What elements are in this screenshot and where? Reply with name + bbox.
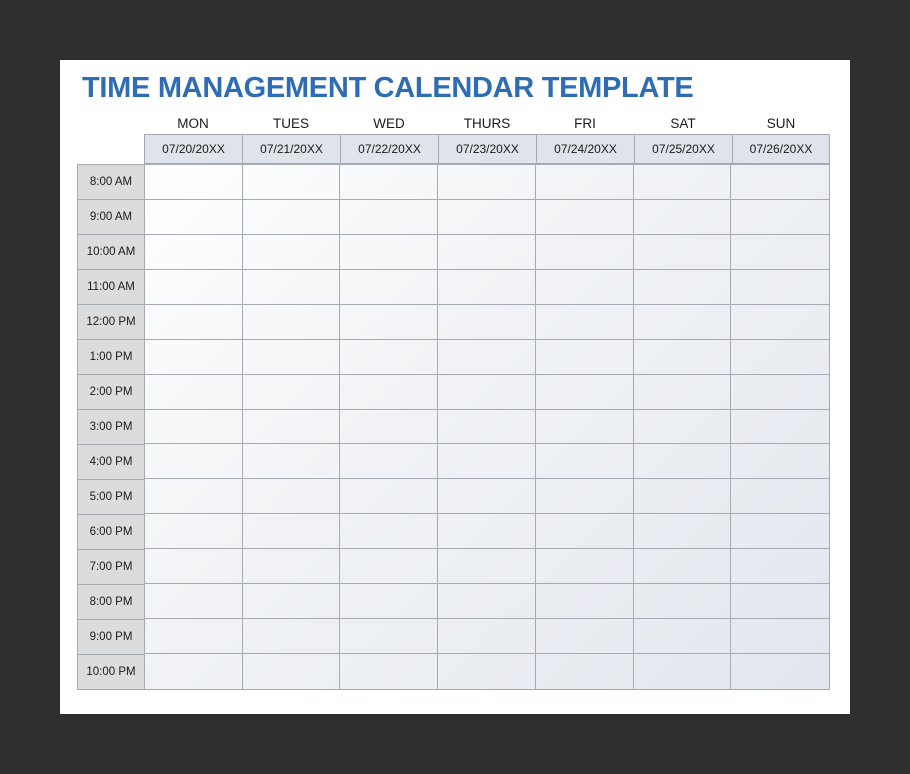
schedule-cell[interactable] bbox=[145, 514, 243, 549]
time-slot-label: 10:00 PM bbox=[86, 666, 136, 678]
schedule-cell[interactable] bbox=[243, 340, 341, 375]
schedule-cell[interactable] bbox=[731, 479, 829, 514]
schedule-cell[interactable] bbox=[243, 549, 341, 584]
schedule-cell[interactable] bbox=[243, 305, 341, 340]
schedule-cell[interactable] bbox=[634, 479, 732, 514]
schedule-cell[interactable] bbox=[438, 305, 536, 340]
schedule-cell[interactable] bbox=[340, 305, 438, 340]
schedule-cell[interactable] bbox=[243, 479, 341, 514]
schedule-cell[interactable] bbox=[145, 479, 243, 514]
time-slot-label: 9:00 AM bbox=[78, 200, 144, 235]
schedule-cell[interactable] bbox=[634, 549, 732, 584]
schedule-cell[interactable] bbox=[536, 584, 634, 619]
schedule-cell[interactable] bbox=[243, 375, 341, 410]
schedule-cell[interactable] bbox=[634, 200, 732, 235]
schedule-cell[interactable] bbox=[438, 340, 536, 375]
day-label-mon: MON bbox=[177, 116, 209, 131]
time-slot-label: 8:00 AM bbox=[78, 165, 144, 200]
time-slot-label: 2:00 PM bbox=[78, 375, 144, 410]
day-label-sun: SUN bbox=[766, 116, 796, 131]
schedule-cell[interactable] bbox=[438, 375, 536, 410]
time-slot-label: 3:00 PM bbox=[78, 410, 144, 445]
time-slot-label: 4:00 PM bbox=[78, 445, 144, 480]
schedule-cell[interactable] bbox=[243, 514, 341, 549]
schedule-cell[interactable] bbox=[634, 375, 732, 410]
date-cell-wed: 07/22/20XX bbox=[340, 135, 438, 163]
schedule-cell[interactable] bbox=[536, 479, 634, 514]
time-slot-label: 8:00 PM bbox=[78, 585, 144, 620]
schedule-cell[interactable] bbox=[731, 375, 829, 410]
schedule-cell[interactable] bbox=[438, 270, 536, 305]
time-slot-label: 10:00 AM bbox=[78, 235, 144, 270]
schedule-cell[interactable] bbox=[731, 410, 829, 445]
schedule-cell[interactable] bbox=[145, 619, 243, 654]
page-title: TIME MANAGEMENT CALENDAR TEMPLATE bbox=[82, 72, 694, 104]
schedule-cell[interactable] bbox=[438, 444, 536, 479]
schedule-cell[interactable] bbox=[634, 270, 732, 305]
schedule-cell[interactable] bbox=[340, 584, 438, 619]
schedule-cell[interactable] bbox=[340, 479, 438, 514]
schedule-cell[interactable] bbox=[536, 654, 634, 689]
schedule-cell[interactable] bbox=[145, 305, 243, 340]
schedule-cell[interactable] bbox=[438, 619, 536, 654]
schedule-cell[interactable] bbox=[145, 549, 243, 584]
schedule-cell[interactable] bbox=[438, 654, 536, 689]
schedule-cell[interactable] bbox=[536, 305, 634, 340]
schedule-cell[interactable] bbox=[340, 375, 438, 410]
schedule-cell[interactable] bbox=[340, 514, 438, 549]
schedule-cell[interactable] bbox=[438, 235, 536, 270]
schedule-cell[interactable] bbox=[340, 410, 438, 445]
schedule-cell[interactable] bbox=[438, 410, 536, 445]
schedule-cell[interactable] bbox=[243, 235, 341, 270]
date-cell-fri: 07/24/20XX bbox=[536, 135, 634, 163]
schedule-cell[interactable] bbox=[243, 584, 341, 619]
date-cell-sat: 07/25/20XX bbox=[634, 135, 732, 163]
schedule-cell[interactable] bbox=[731, 444, 829, 479]
schedule-cell[interactable] bbox=[145, 654, 243, 689]
schedule-cell[interactable] bbox=[340, 235, 438, 270]
schedule-cell[interactable] bbox=[145, 340, 243, 375]
schedule-cell[interactable] bbox=[536, 200, 634, 235]
calendar-sheet bbox=[60, 60, 850, 714]
schedule-cell[interactable] bbox=[731, 305, 829, 340]
schedule-cell[interactable] bbox=[145, 375, 243, 410]
date-cell-tues: 07/21/20XX bbox=[242, 135, 340, 163]
schedule-cell[interactable] bbox=[145, 235, 243, 270]
time-column bbox=[77, 164, 144, 690]
schedule-cell[interactable] bbox=[634, 584, 732, 619]
schedule-cell[interactable] bbox=[340, 165, 438, 200]
schedule-cell[interactable] bbox=[731, 654, 829, 689]
schedule-cell[interactable] bbox=[145, 165, 243, 200]
schedule-cell[interactable] bbox=[438, 165, 536, 200]
schedule-cell[interactable] bbox=[634, 410, 732, 445]
schedule-cell[interactable] bbox=[243, 200, 341, 235]
schedule-cell[interactable] bbox=[536, 514, 634, 549]
schedule-cell[interactable] bbox=[145, 444, 243, 479]
schedule-cell[interactable] bbox=[340, 654, 438, 689]
time-slot-label: 7:00 PM bbox=[78, 550, 144, 585]
schedule-cell[interactable] bbox=[243, 410, 341, 445]
schedule-cell[interactable] bbox=[438, 584, 536, 619]
date-cell-sun: 07/26/20XX bbox=[732, 135, 830, 163]
date-cell-thurs: 07/23/20XX bbox=[438, 135, 536, 163]
schedule-cell[interactable] bbox=[536, 619, 634, 654]
schedule-cell[interactable] bbox=[243, 165, 341, 200]
schedule-cell[interactable] bbox=[536, 410, 634, 445]
schedule-cell[interactable] bbox=[731, 270, 829, 305]
schedule-cell[interactable] bbox=[145, 270, 243, 305]
schedule-cell[interactable] bbox=[438, 514, 536, 549]
day-label-tues: TUES bbox=[272, 116, 309, 131]
time-slot-label: 5:00 PM bbox=[78, 480, 144, 515]
schedule-grid bbox=[144, 164, 830, 690]
schedule-cell[interactable] bbox=[340, 270, 438, 305]
schedule-cell[interactable] bbox=[731, 584, 829, 619]
schedule-cell[interactable] bbox=[438, 549, 536, 584]
schedule-cell[interactable] bbox=[731, 619, 829, 654]
schedule-cell[interactable] bbox=[536, 549, 634, 584]
day-label-wed: WED bbox=[373, 116, 405, 131]
schedule-cell[interactable] bbox=[634, 444, 732, 479]
schedule-cell[interactable] bbox=[243, 654, 341, 689]
schedule-cell[interactable] bbox=[634, 654, 732, 689]
schedule-cell[interactable] bbox=[438, 479, 536, 514]
schedule-cell[interactable] bbox=[536, 375, 634, 410]
schedule-cell[interactable] bbox=[536, 340, 634, 375]
schedule-cell[interactable] bbox=[340, 200, 438, 235]
schedule-cell[interactable] bbox=[340, 549, 438, 584]
date-header-row bbox=[144, 134, 830, 164]
schedule-cell[interactable] bbox=[243, 619, 341, 654]
time-slot-label: 9:00 PM bbox=[78, 620, 144, 655]
time-slot-label: 12:00 PM bbox=[78, 305, 144, 340]
schedule-cell[interactable] bbox=[243, 444, 341, 479]
schedule-cell[interactable] bbox=[731, 235, 829, 270]
schedule-cell[interactable] bbox=[731, 514, 829, 549]
day-label-thurs: THURS bbox=[463, 116, 511, 131]
schedule-cell[interactable] bbox=[634, 619, 732, 654]
schedule-cell[interactable] bbox=[536, 444, 634, 479]
schedule-cell[interactable] bbox=[243, 270, 341, 305]
schedule-cell[interactable] bbox=[634, 305, 732, 340]
schedule-cell[interactable] bbox=[536, 165, 634, 200]
schedule-cell[interactable] bbox=[634, 165, 732, 200]
time-slot-label: 6:00 PM bbox=[78, 515, 144, 550]
schedule-cell[interactable] bbox=[634, 514, 732, 549]
schedule-cell[interactable] bbox=[536, 235, 634, 270]
schedule-cell[interactable] bbox=[145, 584, 243, 619]
schedule-cell[interactable] bbox=[438, 200, 536, 235]
schedule-cell[interactable] bbox=[145, 200, 243, 235]
schedule-cell[interactable] bbox=[731, 165, 829, 200]
date-cell-mon: 07/20/20XX bbox=[144, 135, 242, 163]
schedule-cell[interactable] bbox=[340, 340, 438, 375]
schedule-cell[interactable] bbox=[731, 340, 829, 375]
schedule-cell[interactable] bbox=[340, 619, 438, 654]
schedule-cell[interactable] bbox=[634, 235, 732, 270]
time-slot-label: 1:00 PM bbox=[78, 340, 144, 375]
time-slot-label: 11:00 AM bbox=[78, 270, 144, 305]
schedule-cell[interactable] bbox=[731, 549, 829, 584]
day-label-fri: FRI bbox=[574, 116, 596, 131]
schedule-cell[interactable] bbox=[634, 340, 732, 375]
schedule-cell[interactable] bbox=[536, 270, 634, 305]
day-header-row bbox=[144, 114, 830, 134]
schedule-cell[interactable] bbox=[145, 410, 243, 445]
schedule-cell[interactable] bbox=[340, 444, 438, 479]
schedule-cell[interactable] bbox=[731, 200, 829, 235]
day-label-sat: SAT bbox=[670, 116, 696, 131]
